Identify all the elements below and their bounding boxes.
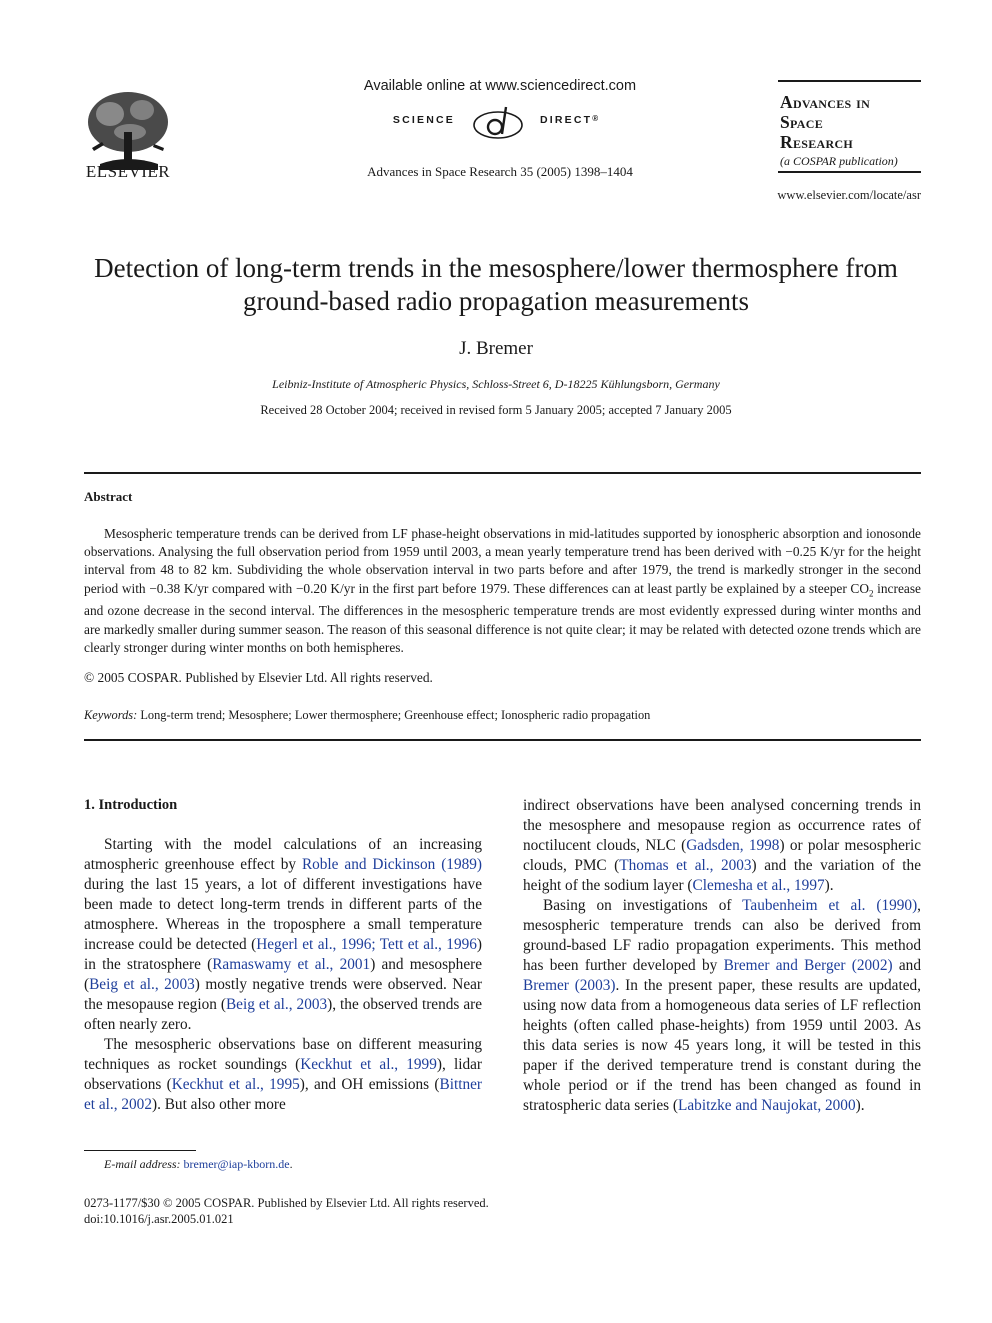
citation-link[interactable]: Ramaswamy et al., 2001 bbox=[212, 956, 371, 973]
citation-link[interactable]: Labitzke and Naujokat, 2000 bbox=[678, 1097, 856, 1114]
paragraph: indirect observations have been analysed concerning trends in the mesosphere and mesopause region as occurrence rates of noctilucent clouds, NLC (Gadsden, 1998) or polar mesospheric clouds, PMC (Thomas et al., 2003) and the variation of the height of the sodium layer (Clemesha et al., 1997). bbox=[523, 797, 921, 894]
right-column bbox=[523, 796, 921, 1116]
journal-url[interactable]: www.elsevier.com/locate/asr bbox=[777, 188, 921, 202]
received-dates: Received 28 October 2004; received in revised form 5 January 2005; accepted 7 January 2005 bbox=[260, 403, 732, 417]
journal-logo-title bbox=[780, 92, 870, 152]
email-link[interactable]: bremer@iap-kborn.de bbox=[183, 1157, 290, 1171]
sciencedirect-logo bbox=[300, 103, 700, 143]
citation-link[interactable]: Thomas et al., 2003 bbox=[619, 857, 752, 874]
journal-title-line3: Research bbox=[780, 132, 854, 152]
sd-left-word: SCIENCE bbox=[392, 114, 455, 126]
citation-link[interactable]: Gadsden, 1998 bbox=[686, 837, 780, 854]
journal-logo-bottom-rule bbox=[778, 171, 921, 173]
citation-link[interactable]: Beig et al., 2003 bbox=[89, 976, 195, 993]
issn-line: 0273-1177/$30 © 2005 COSPAR. Published by Elsevier Ltd. All rights reserved. bbox=[84, 1196, 489, 1210]
citation-link[interactable]: Bremer (2003) bbox=[523, 977, 616, 994]
citation-link[interactable]: Taubenheim et al. (1990) bbox=[742, 897, 918, 914]
left-column bbox=[84, 835, 482, 1115]
abstract-heading: Abstract bbox=[84, 489, 133, 504]
citation-link[interactable]: Bremer and Berger (2002) bbox=[723, 957, 893, 974]
author-affiliation: Leibniz-Institute of Atmospheric Physics, Schloss-Street 6, D-18225 Kühlungsborn, Germany bbox=[272, 377, 720, 391]
citation-link[interactable]: Hegerl et al., 1996; Tett et al., 1996 bbox=[256, 936, 477, 953]
journal-logo-subtitle: (a COSPAR publication) bbox=[780, 154, 898, 168]
footnote-rule bbox=[84, 1150, 196, 1151]
paragraph: Basing on investigations of Taubenheim et al. (1990), mesospheric temperature trends can also be derived from ground-based LF radio propagation experiments. This method has been further developed by Bremer and Berger (2002) and Bremer (2003). In the present paper, these results are updated, using now data from a homogeneous data series of LF reflection heights (often called phase-heights) from 1959 until 2003. As this data series is now 45 years long, it will be tested in this paper if the derived temperature trend is constant during the whole period or if the trend has been changed as found in stratospheric data series (Labitzke and Naujokat, 2000). bbox=[523, 897, 921, 1114]
doi-line[interactable]: doi:10.1016/j.asr.2005.01.021 bbox=[84, 1212, 234, 1226]
journal-title-line2: Space bbox=[780, 112, 824, 132]
citation-link[interactable]: Beig et al., 2003 bbox=[225, 996, 328, 1013]
abstract-copyright: © 2005 COSPAR. Published by Elsevier Ltd. All rights reserved. bbox=[84, 670, 433, 685]
author-name: J. Bremer bbox=[459, 338, 533, 359]
citation-link[interactable]: Clemesha et al., 1997 bbox=[692, 877, 825, 894]
journal-title-line1: Advances in bbox=[780, 92, 871, 112]
publisher-name: ELSEVIER bbox=[85, 162, 171, 181]
keywords-label: Keywords: bbox=[84, 708, 138, 722]
sd-right-word: DIRECT® bbox=[540, 114, 599, 126]
issn-doi bbox=[84, 1195, 489, 1227]
section-heading: 1. Introduction bbox=[84, 797, 178, 813]
paragraph: The mesospheric observations base on different measuring techniques as rocket soundings (Keckhut et al., 1999), lidar observations (Keckhut et al., 1995), and OH emissions (Bittner et al., 2002). But also other more bbox=[84, 1036, 482, 1113]
email-label: E-mail address: bbox=[104, 1157, 181, 1171]
journal-citation: Advances in Space Research 35 (2005) 1398–1404 bbox=[367, 164, 633, 179]
article-title: Detection of long-term trends in the mesosphere/lower thermosphere from ground-based radio propagation measurements bbox=[94, 253, 898, 316]
paragraph: Starting with the model calculations of an increasing atmospheric greenhouse effect by Roble and Dickinson (1989) during the last 15 years, a lot of different investigations have been made to detect long-term trends in different parts of the atmosphere. Whereas in the troposphere a small temperature increase could be detected (Hegerl et al., 1996; Tett et al., 1996) in the stratosphere (Ramaswamy et al., 2001) and mesosphere (Beig et al., 2003) mostly negative trends were observed. Near the mesopause region (Beig et al., 2003), the observed trends are often nearly zero. bbox=[84, 836, 483, 1033]
citation-link[interactable]: Keckhut et al., 1999 bbox=[300, 1056, 437, 1073]
journal-logo-top-rule bbox=[778, 80, 921, 82]
abstract-text: Mesospheric temperature trends can be derived from LF phase-height observations in mid-latitudes supported by ionospheric absorption and ionosonde observations. Analysing the full observation period from 1959 until 2003, a mean yearly temperature trend has been derived with −0.25 K/yr for the height interval from 48 to 82 km. Subdividing the whole observation interval in two parts before and after 1979, the trend is markedly stronger in the second period with −0.38 K/yr compared with −0.20 K/yr in the first part before 1979. These differences can at least partly be explained by a steeper $CO_2$ increase and ozone decrease in the second interval. The differences in the mesospheric temperature trends are most evidently expressed during winter months and are markedly smaller during summer season. The reason of this seasonal difference is not quite clear; it may be related with detected ozone trends which are clearly stronger during winter months on both hemispheres. bbox=[84, 526, 921, 655]
abstract-bottom-rule bbox=[84, 739, 921, 741]
journal-logo bbox=[778, 80, 921, 172]
keywords bbox=[84, 708, 921, 723]
citation-link[interactable]: Roble and Dickinson (1989) bbox=[301, 856, 482, 873]
footnote-email: E-mail address: bremer@iap-kborn.de. bbox=[104, 1157, 293, 1171]
sciencedirect-d-icon bbox=[462, 103, 534, 143]
keywords-list: Long-term trend; Mesosphere; Lower thermosphere; Greenhouse effect; Ionospheric radio propagation bbox=[140, 708, 651, 722]
available-online[interactable]: Available online at www.sciencedirect.com bbox=[363, 78, 637, 94]
citation-link[interactable]: Bittner et al., 2002 bbox=[84, 1076, 482, 1113]
abstract-top-rule bbox=[84, 472, 921, 474]
citation-link[interactable]: Keckhut et al., 1995 bbox=[171, 1076, 300, 1093]
